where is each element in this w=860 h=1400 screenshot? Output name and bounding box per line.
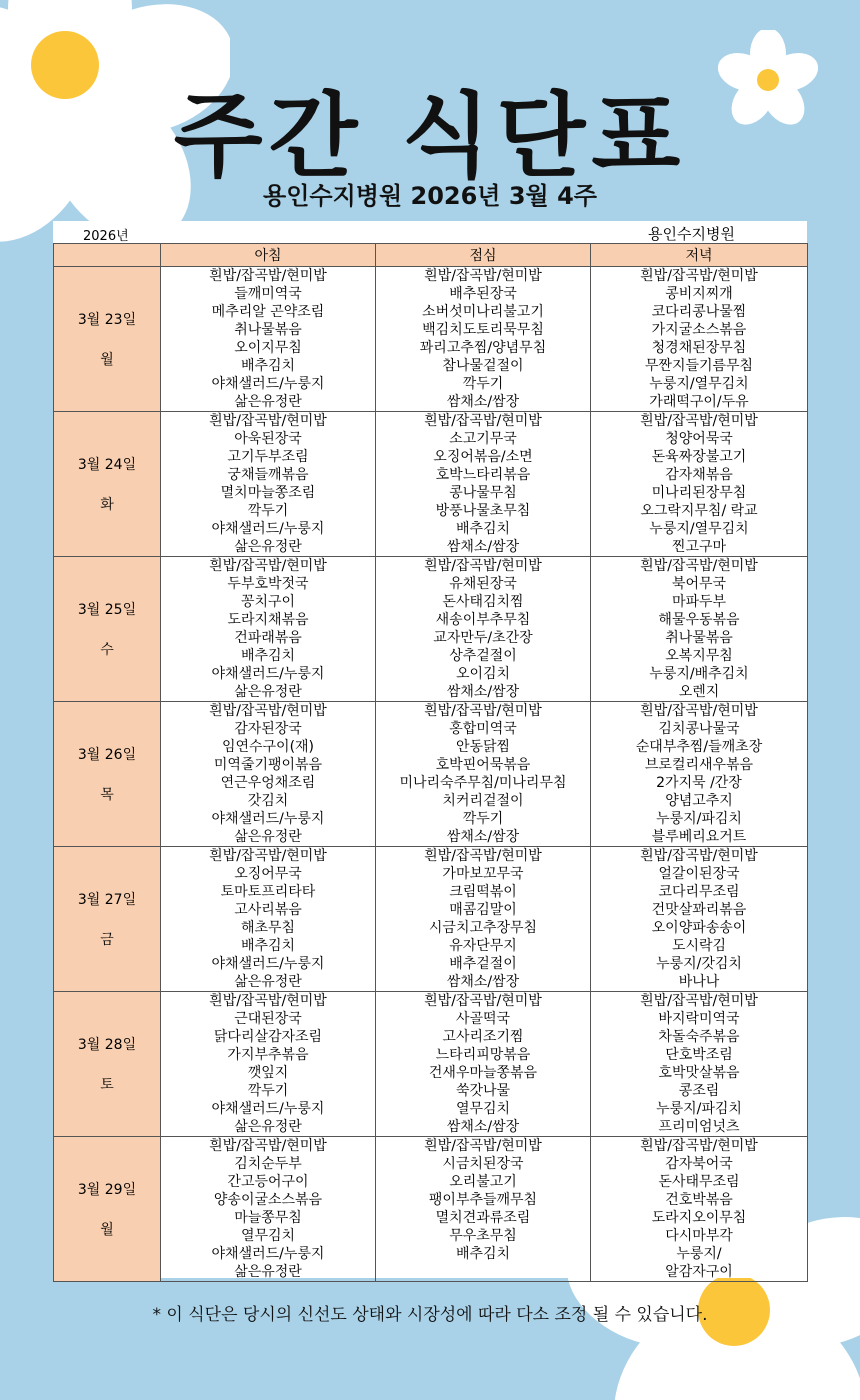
menu-item: 양송이굴소스볶음 — [213, 1192, 323, 1208]
menu-item: 쌈채소/쌈장 — [446, 1119, 520, 1135]
lunch-cell — [376, 992, 591, 1137]
day-weekday: 월 — [100, 352, 114, 368]
column-header-lunch: 점심 — [376, 244, 591, 267]
menu-item: 건호박볶음 — [665, 1192, 733, 1208]
menu-item: 삶은유정란 — [234, 974, 302, 990]
menu-item: 바나나 — [678, 974, 720, 990]
menu-item: 홍합미역국 — [449, 721, 517, 737]
menu-item: 돈육짜장불고기 — [651, 449, 747, 465]
menu-item: 흰밥/잡곡밥/현미밥 — [424, 848, 542, 864]
dinner-cell — [591, 267, 808, 412]
page-subtitle: 용인수지병원 2026년 3월 4주 — [263, 182, 597, 210]
menu-item: 안동닭찜 — [455, 739, 511, 755]
menu-item: 누룽지/갓김치 — [656, 956, 742, 972]
breakfast-cell — [161, 702, 376, 847]
day-weekday: 목 — [100, 787, 114, 803]
menu-item: 마늘쫑무침 — [234, 1210, 302, 1226]
menu-item: 누룽지/파김치 — [656, 811, 742, 827]
day-date: 3월 25일 — [77, 602, 137, 618]
menu-item: 배추된장국 — [449, 286, 517, 302]
menu-item: 미나리된장무침 — [651, 485, 747, 501]
day-weekday: 금 — [100, 932, 114, 948]
menu-item: 교자만두/초간장 — [433, 630, 533, 646]
menu-item: 배추김치 — [240, 358, 296, 374]
menu-item: 배추겉절이 — [449, 956, 517, 972]
lunch-cell — [376, 412, 591, 557]
menu-item: 삶은유정란 — [234, 684, 302, 700]
menu-item: 방풍나물초무침 — [435, 503, 531, 519]
lunch-cell — [376, 847, 591, 992]
menu-item: 시금치고추장무침 — [428, 920, 538, 936]
day-row — [54, 702, 808, 847]
menu-item: 오복지무침 — [665, 648, 733, 664]
menu-item: 유채된장국 — [449, 576, 517, 592]
day-row — [54, 1137, 808, 1282]
menu-item: 흰밥/잡곡밥/현미밥 — [424, 413, 542, 429]
menu-item: 호박핀어묵볶음 — [435, 757, 531, 773]
menu-item: 바지락미역국 — [658, 1011, 740, 1027]
menu-item: 팽이부추들깨무침 — [428, 1192, 538, 1208]
menu-item: 배추김치 — [240, 938, 296, 954]
menu-item: 흰밥/잡곡밥/현미밥 — [209, 268, 327, 284]
menu-item: 사골떡국 — [455, 1011, 511, 1027]
menu-item: 상추겉절이 — [449, 648, 517, 664]
menu-item: 흰밥/잡곡밥/현미밥 — [424, 268, 542, 284]
breakfast-cell — [161, 847, 376, 992]
menu-item: 가지굴소스볶음 — [651, 322, 747, 338]
dinner-cell — [591, 992, 808, 1137]
menu-item: 깻잎지 — [247, 1065, 289, 1081]
menu-item: 청양어묵국 — [665, 431, 733, 447]
menu-item: 순대부추찜/들깨초장 — [635, 739, 763, 755]
menu-item: 매콤김말이 — [449, 902, 517, 918]
menu-item: 흰밥/잡곡밥/현미밥 — [209, 993, 327, 1009]
menu-item: 깍두기 — [462, 376, 504, 392]
menu-item: 배추김치 — [455, 521, 511, 537]
menu-item: 무짠지들기름무침 — [644, 358, 754, 374]
menu-item: 토마토프리타타 — [220, 884, 316, 900]
menu-item: 오리불고기 — [449, 1174, 517, 1190]
menu-item: 감자채볶음 — [665, 467, 733, 483]
menu-item: 연근우엉채조림 — [220, 775, 316, 791]
menu-item: 무우초무침 — [449, 1228, 517, 1244]
menu-item: 야채샐러드/누룽지 — [211, 1246, 325, 1262]
menu-item: 가지부추볶음 — [227, 1047, 309, 1063]
menu-item: 꽈리고추찜/양념무침 — [419, 340, 547, 356]
menu-item: 야채샐러드/누룽지 — [211, 521, 325, 537]
menu-item: 호박맛살볶음 — [658, 1065, 740, 1081]
day-cell — [54, 847, 161, 992]
day-row — [54, 557, 808, 702]
menu-item: 고사리볶음 — [234, 902, 302, 918]
menu-item: 삶은유정란 — [234, 829, 302, 845]
menu-item: 궁채들깨볶음 — [227, 467, 309, 483]
footnote: * 이 식단은 당시의 신선도 상태와 시장성에 따라 다소 조정 될 수 있습니다. — [152, 1305, 708, 1325]
menu-item: 콩조림 — [678, 1083, 720, 1099]
menu-item: 가마보꼬무국 — [442, 866, 524, 882]
menu-item: 오렌지 — [678, 684, 720, 700]
menu-item: 김치순두부 — [234, 1156, 302, 1172]
day-weekday: 월 — [100, 1222, 114, 1238]
breakfast-cell — [161, 267, 376, 412]
menu-item: 참나물겉절이 — [442, 358, 524, 374]
day-date: 3월 24일 — [77, 457, 137, 473]
breakfast-cell — [161, 992, 376, 1137]
menu-item: 두부호박젓국 — [227, 576, 309, 592]
dinner-cell — [591, 847, 808, 992]
menu-item: 쌈채소/쌈장 — [446, 974, 520, 990]
menu-item: 블루베리요거트 — [651, 829, 747, 845]
menu-item: 쌈채소/쌈장 — [446, 394, 520, 410]
menu-item: 오징어볶음/소면 — [433, 449, 533, 465]
lunch-cell — [376, 557, 591, 702]
menu-item: 흰밥/잡곡밥/현미밥 — [640, 993, 758, 1009]
menu-item: 콩비지찌개 — [665, 286, 733, 302]
day-row — [54, 267, 808, 412]
page-title: 주간 식단표 — [173, 83, 687, 190]
menu-item: 배추김치 — [455, 1246, 511, 1262]
menu-item: 흰밥/잡곡밥/현미밥 — [640, 703, 758, 719]
lunch-cell — [376, 1137, 591, 1282]
menu-item: 흰밥/잡곡밥/현미밥 — [640, 268, 758, 284]
menu-item: 흰밥/잡곡밥/현미밥 — [209, 703, 327, 719]
column-header-row — [54, 244, 808, 267]
menu-item: 청경채된장무침 — [651, 340, 747, 356]
menu-item: 흰밥/잡곡밥/현미밥 — [640, 1138, 758, 1154]
dinner-cell — [591, 702, 808, 847]
menu-item: 깍두기 — [247, 503, 289, 519]
menu-item: 흰밥/잡곡밥/현미밥 — [424, 703, 542, 719]
day-date: 3월 27일 — [77, 892, 137, 908]
menu-item: 고기두부조림 — [227, 449, 309, 465]
menu-item: 누룽지/열무김치 — [649, 521, 749, 537]
menu-item: 미역줄기팽이볶음 — [213, 757, 323, 773]
menu-item: 돈사태김치찜 — [442, 594, 524, 610]
menu-item: 감자북어국 — [665, 1156, 733, 1172]
menu-item: 알감자구이 — [665, 1264, 733, 1280]
menu-item: 도시락김 — [671, 938, 727, 954]
menu-item: 오징어무국 — [234, 866, 302, 882]
menu-item: 마파두부 — [671, 594, 727, 610]
menu-item: 백김치도토리묵무침 — [422, 322, 544, 338]
day-row — [54, 847, 808, 992]
menu-item: 프리미엄넛츠 — [658, 1119, 740, 1135]
menu-item: 흰밥/잡곡밥/현미밥 — [424, 558, 542, 574]
menu-item: 흰밥/잡곡밥/현미밥 — [209, 558, 327, 574]
menu-item: 흰밥/잡곡밥/현미밥 — [209, 413, 327, 429]
year-label: 2026년 — [83, 229, 129, 244]
menu-item: 해물우동볶음 — [658, 612, 740, 628]
day-date: 3월 28일 — [77, 1037, 137, 1053]
menu-item: 건파래볶음 — [234, 630, 302, 646]
menu-item: 북어무국 — [671, 576, 727, 592]
menu-item: 취나물볶음 — [234, 322, 302, 338]
menu-item: 취나물볶음 — [665, 630, 733, 646]
menu-item: 야채샐러드/누룽지 — [211, 811, 325, 827]
day-weekday: 수 — [100, 642, 114, 658]
menu-item — [376, 1263, 590, 1281]
menu-item: 아욱된장국 — [234, 431, 302, 447]
day-cell — [54, 702, 161, 847]
menu-item: 야채샐러드/누룽지 — [211, 956, 325, 972]
menu-item: 임연수구이(재) — [221, 739, 315, 755]
day-cell — [54, 1137, 161, 1282]
menu-item: 유자단무지 — [449, 938, 517, 954]
menu-item: 흰밥/잡곡밥/현미밥 — [424, 1138, 542, 1154]
day-weekday: 화 — [100, 497, 114, 513]
menu-item: 누룽지/열무김치 — [649, 376, 749, 392]
dinner-cell — [591, 1137, 808, 1282]
menu-item: 흰밥/잡곡밥/현미밥 — [640, 558, 758, 574]
menu-item: 배추김치 — [240, 648, 296, 664]
menu-item: 멸치마늘쫑조림 — [220, 485, 316, 501]
day-weekday: 토 — [100, 1077, 114, 1093]
menu-item: 쌈채소/쌈장 — [446, 539, 520, 555]
menu-item: 돈사태무조림 — [658, 1174, 740, 1190]
menu-item: 들깨미역국 — [234, 286, 302, 302]
menu-item: 삶은유정란 — [234, 394, 302, 410]
column-header-dinner: 저녁 — [591, 244, 808, 267]
menu-item: 야채샐러드/누룽지 — [211, 666, 325, 682]
breakfast-cell — [161, 1137, 376, 1282]
menu-item: 메추리알 곤약조림 — [211, 304, 325, 320]
menu-item: 도라지채볶음 — [227, 612, 309, 628]
menu-item: 소고기무국 — [449, 431, 517, 447]
menu-item: 치커리겉절이 — [442, 793, 524, 809]
menu-item: 차돌숙주볶음 — [658, 1029, 740, 1045]
menu-item: 새송이부추무침 — [435, 612, 531, 628]
menu-table — [53, 243, 808, 1282]
menu-item: 꽁치구이 — [240, 594, 296, 610]
menu-item: 삶은유정란 — [234, 1264, 302, 1280]
breakfast-cell — [161, 412, 376, 557]
menu-item: 단호박조림 — [665, 1047, 733, 1063]
hospital-label: 용인수지병원 — [648, 225, 735, 243]
menu-item: 깍두기 — [247, 1083, 289, 1099]
day-row — [54, 412, 808, 557]
menu-item: 흰밥/잡곡밥/현미밥 — [640, 848, 758, 864]
menu-item: 느타리피망볶음 — [435, 1047, 531, 1063]
column-header-empty — [54, 244, 161, 267]
lunch-cell — [376, 267, 591, 412]
breakfast-cell — [161, 557, 376, 702]
menu-item: 얼갈이된장국 — [658, 866, 740, 882]
menu-item: 오이김치 — [455, 666, 511, 682]
menu-item: 야채샐러드/누룽지 — [211, 1101, 325, 1117]
day-cell — [54, 412, 161, 557]
menu-item: 흰밥/잡곡밥/현미밥 — [209, 1138, 327, 1154]
menu-item: 다시마부각 — [665, 1228, 733, 1244]
menu-item: 열무김치 — [455, 1101, 511, 1117]
menu-item: 해초무침 — [240, 920, 296, 936]
menu-item: 코다리콩나물찜 — [651, 304, 747, 320]
menu-item: 오그락지무침/ 락교 — [640, 503, 758, 519]
menu-item: 멸치견과류조림 — [435, 1210, 531, 1226]
menu-item: 감자된장국 — [234, 721, 302, 737]
dinner-cell — [591, 412, 808, 557]
day-cell — [54, 267, 161, 412]
menu-item: 간고등어구이 — [227, 1174, 309, 1190]
menu-item: 김치콩나물국 — [658, 721, 740, 737]
menu-item: 가래떡구이/두유 — [649, 394, 749, 410]
menu-item: 삶은유정란 — [234, 539, 302, 555]
day-date: 3월 23일 — [77, 312, 137, 328]
menu-item: 도라지오이무침 — [651, 1210, 747, 1226]
menu-item: 누룽지/파김치 — [656, 1101, 742, 1117]
menu-item: 열무김치 — [240, 1228, 296, 1244]
day-date: 3월 26일 — [77, 747, 137, 763]
day-row — [54, 992, 808, 1137]
menu-item: 소버섯미나리불고기 — [422, 304, 544, 320]
menu-item: 미나리숙주무침/미나리무침 — [399, 775, 567, 791]
menu-item: 양념고추지 — [665, 793, 733, 809]
menu-item: 고사리조기찜 — [442, 1029, 524, 1045]
menu-item: 건새우마늘쫑볶음 — [428, 1065, 538, 1081]
sheet-header — [53, 221, 807, 243]
menu-item: 깍두기 — [462, 811, 504, 827]
menu-item: 흰밥/잡곡밥/현미밥 — [640, 413, 758, 429]
menu-item: 오이양파송송이 — [651, 920, 747, 936]
column-header-breakfast: 아침 — [161, 244, 376, 267]
menu-item: 시금치된장국 — [442, 1156, 524, 1172]
lunch-cell — [376, 702, 591, 847]
menu-item: 쌈채소/쌈장 — [446, 829, 520, 845]
menu-sheet — [53, 221, 807, 1278]
menu-item: 갓김치 — [247, 793, 289, 809]
menu-item: 야채샐러드/누룽지 — [211, 376, 325, 392]
menu-item: 쌈채소/쌈장 — [446, 684, 520, 700]
menu-item: 콩나물무침 — [449, 485, 517, 501]
menu-item: 브로컬리새우볶음 — [644, 757, 754, 773]
day-date: 3월 29일 — [77, 1182, 137, 1198]
menu-item: 건맛살꽈리볶음 — [651, 902, 747, 918]
menu-item: 코다리무조림 — [658, 884, 740, 900]
menu-item: 근대된장국 — [234, 1011, 302, 1027]
menu-item: 누룽지/ — [676, 1246, 722, 1262]
menu-item: 흰밥/잡곡밥/현미밥 — [209, 848, 327, 864]
menu-item: 호박느타리볶음 — [435, 467, 531, 483]
menu-item: 크림떡볶이 — [449, 884, 517, 900]
day-cell — [54, 992, 161, 1137]
menu-item: 닭다리살감자조림 — [213, 1029, 323, 1045]
menu-item: 누룽지/배추김치 — [649, 666, 749, 682]
menu-item: 오이지무침 — [234, 340, 302, 356]
dinner-cell — [591, 557, 808, 702]
menu-item: 삶은유정란 — [234, 1119, 302, 1135]
menu-item: 2가지묵 /간장 — [656, 775, 742, 791]
day-cell — [54, 557, 161, 702]
menu-item: 쑥갓나물 — [455, 1083, 511, 1099]
menu-item: 찐고구마 — [671, 539, 727, 555]
menu-item: 흰밥/잡곡밥/현미밥 — [424, 993, 542, 1009]
